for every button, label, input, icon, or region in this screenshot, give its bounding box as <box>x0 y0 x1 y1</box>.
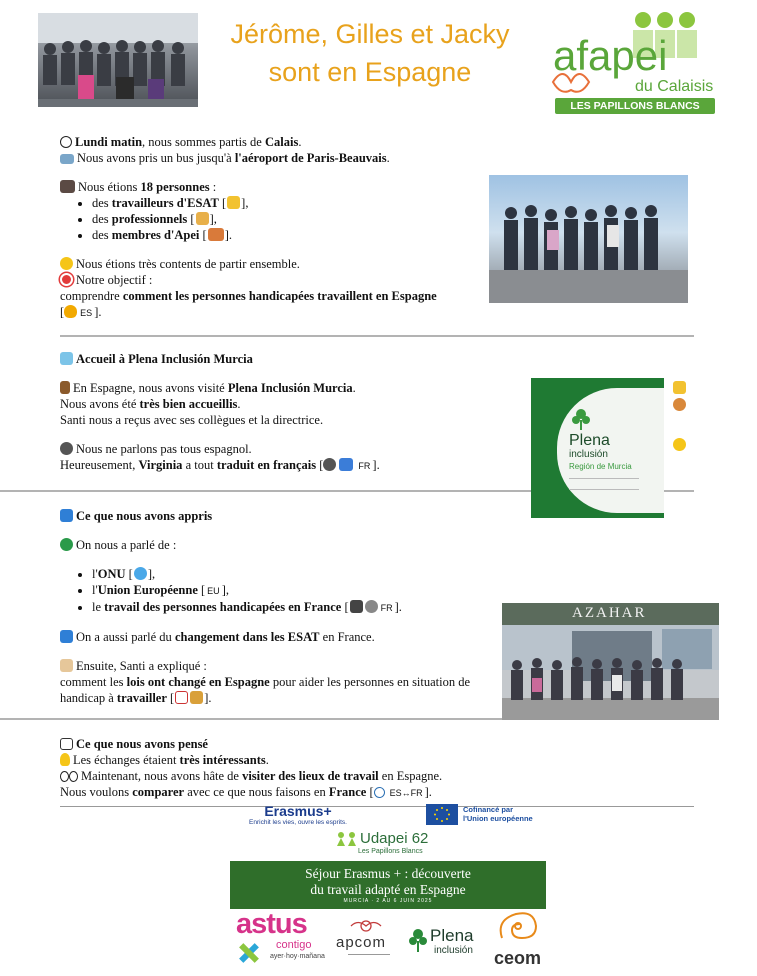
udapei-logo <box>336 830 436 858</box>
balance-scale-icon <box>190 691 203 704</box>
section-divider <box>0 718 502 720</box>
clock-icon <box>60 136 72 148</box>
goal-detail-line-2: [ ES ]. <box>60 305 102 319</box>
globe-icon <box>134 567 147 580</box>
pense-heading: Ce que nous avons pensé <box>60 736 520 752</box>
ceom-logo <box>490 908 546 970</box>
laws-line: comment les lois ont changé en Espagne pour aider les personnes en situation de <box>60 675 471 689</box>
sign-region: Región de Murcia <box>569 462 632 471</box>
laws-line-2: handicap à travailler [ ]. <box>60 691 212 705</box>
goal-line: Notre objectif : <box>60 272 480 288</box>
list-item: • l'ONU [ ], <box>92 566 500 582</box>
azahar-sign: AZAHAR <box>572 605 647 621</box>
erasmus-banner <box>230 861 546 909</box>
list-item: • l'Union Européenne [ EU ], <box>92 582 500 599</box>
smile-icon <box>60 257 73 270</box>
topics-list <box>60 566 500 616</box>
apcom-flower-icon <box>346 918 386 934</box>
speaking-head-icon <box>323 458 336 471</box>
astus-contigo: contigo <box>276 939 312 951</box>
title-line-2: sont en Espagne <box>268 57 472 87</box>
plena-name: Plena <box>430 926 474 945</box>
appris-heading: Ce que nous avons appris <box>60 508 500 524</box>
apcom-name: apcom <box>336 934 387 951</box>
sign-small-text <box>569 478 639 490</box>
visit-workplaces-line: Maintenant, nous avons hâte de visiter des lieux de travail en Espagne. <box>60 768 520 784</box>
banner-line-3: MURCIA · 2 AU 6 JUIN 2025 <box>343 898 433 904</box>
udapei-figures-icon <box>336 831 358 847</box>
scroll-icon <box>60 659 73 672</box>
ceom-swirl-icon <box>494 908 542 946</box>
speaking-head-icon <box>60 442 73 455</box>
erasmus-logo <box>238 803 358 826</box>
plena-subtitle: inclusión <box>434 945 473 956</box>
santi-explained-line: Ensuite, Santi a expliqué : <box>60 658 500 674</box>
santi-line: Santi nous a reçus avec ses collègues et la directrice. <box>60 413 324 427</box>
list-item: • des membres d'Apei [ ]. <box>92 227 480 243</box>
welcome-line: Nous avons été très bien accueillis. <box>60 397 241 411</box>
checklist-icon <box>175 691 188 704</box>
arrow-right-icon <box>339 458 353 471</box>
heart-icon <box>64 305 77 318</box>
accueil-heading: Accueil à Plena Inclusión Murcia <box>60 351 510 367</box>
door-icon <box>60 381 70 394</box>
wheelchair-icon <box>350 600 363 613</box>
afapei-logo-name: afapei <box>553 32 668 79</box>
bus-icon <box>60 154 74 164</box>
astus-logo <box>232 908 330 968</box>
apcom-logo <box>336 918 400 968</box>
plena-leaf-icon <box>571 408 591 432</box>
ceom-name: ceom <box>494 948 542 968</box>
globe-icon <box>60 538 73 551</box>
udapei-subtitle: Les Papillons Blancs <box>358 848 423 855</box>
book-icon <box>60 509 73 522</box>
target-icon <box>60 273 73 286</box>
eyes-icon <box>69 771 78 782</box>
plena-inclusion-logo <box>408 926 488 960</box>
section-divider <box>60 335 694 337</box>
building-icon <box>60 352 73 365</box>
banner-line-1: Séjour Erasmus + : découverte <box>305 866 471 881</box>
goal-detail-line: comprendre comment les personnes handicapées travaillent en Espagne <box>60 289 437 303</box>
azahar-group-photo <box>502 603 719 720</box>
eu-text-2: l'Union européenne <box>463 814 533 823</box>
apcom-small-text <box>348 954 390 963</box>
eu-stars-icon <box>426 804 458 825</box>
worker-icon <box>227 196 240 209</box>
erasmus-title: Erasmus+ <box>264 803 332 819</box>
esat-line: On a aussi parlé du changement dans les ESAT en France. <box>60 629 500 645</box>
woman-icon <box>673 398 686 411</box>
section-divider <box>0 490 531 492</box>
title-line-1: Jérôme, Gilles et Jacky <box>230 19 510 49</box>
airport-photo-illustration <box>489 175 688 303</box>
participants-list <box>60 195 480 243</box>
banner-line-2: du travail adapté en Espagne <box>310 882 466 897</box>
happy-line: Nous étions très contents de partir ensemble. <box>60 256 480 272</box>
group-photo-illustration <box>38 13 198 107</box>
count-line: Nous étions 18 personnes : <box>60 179 480 195</box>
afapei-logo <box>545 10 725 116</box>
visit-line: En Espagne, nous avons visité Plena Inclusión Murcia. <box>60 380 510 396</box>
astus-name: astus <box>236 908 307 940</box>
gear-icon <box>365 600 378 613</box>
section-accueil <box>60 351 510 474</box>
people-icon <box>60 180 75 193</box>
compare-line: Nous voulons comparer avec ce que nous faisons en France [ ES↔FR ]. <box>60 785 432 799</box>
depart-line: Lundi matin, nous sommes partis de Calais. <box>60 134 480 150</box>
list-item: • des professionnels [ ], <box>92 211 480 227</box>
list-item: • le travail des personnes handicapées en France [ FR ]. <box>92 599 500 616</box>
afapei-logo-sub: du Calaisis <box>635 78 714 95</box>
sign-subtitle: inclusión <box>569 449 608 460</box>
header-group-photo <box>38 13 198 107</box>
plena-sign-photo <box>531 378 664 518</box>
professional-icon <box>196 212 209 225</box>
translation-line: Heureusement, Virginia a tout traduit en français [ FR ]. <box>60 458 380 472</box>
eu-cofinance-logo <box>426 804 556 826</box>
exchanges-line: Les échanges étaient très intéressants. <box>60 752 520 768</box>
section-appris <box>60 508 500 706</box>
udapei-name: Udapei 62 <box>360 830 429 847</box>
bus-line: Nous avons pris un bus jusqu'à l'aéroport de Paris-Beauvais. <box>60 150 480 166</box>
section-divider <box>664 490 694 492</box>
list-item: • des travailleurs d'ESAT [ ], <box>92 195 480 211</box>
topics-intro-line: On nous a parlé de : <box>60 537 500 553</box>
page-title <box>205 15 535 91</box>
section-pense <box>60 736 520 801</box>
astus-tagline: ayer·hoy·mañana <box>270 953 325 960</box>
erasmus-tagline: Enrichit les vies, ouvre les esprits. <box>249 819 347 826</box>
plena-leaf-icon <box>408 928 428 954</box>
sign-title: Plena <box>569 432 610 449</box>
magnifier-icon <box>374 787 385 798</box>
eyes-icon <box>60 771 69 782</box>
airport-group-photo <box>489 175 688 303</box>
speech-bubble-icon <box>60 738 73 750</box>
section-depart <box>60 134 480 321</box>
section-divider <box>60 806 694 807</box>
language-line: Nous ne parlons pas tous espagnol. <box>60 441 510 457</box>
eu-text-1: Cofinancé par <box>463 805 514 814</box>
refresh-icon <box>60 630 73 643</box>
lightbulb-icon <box>60 753 70 766</box>
astus-cross-icon <box>236 940 262 966</box>
waving-hand-icon <box>673 381 686 394</box>
family-icon <box>208 228 224 241</box>
afapei-logo-ribbon: LES PAPILLONS BLANCS <box>570 100 700 112</box>
smile-icon <box>673 438 686 451</box>
